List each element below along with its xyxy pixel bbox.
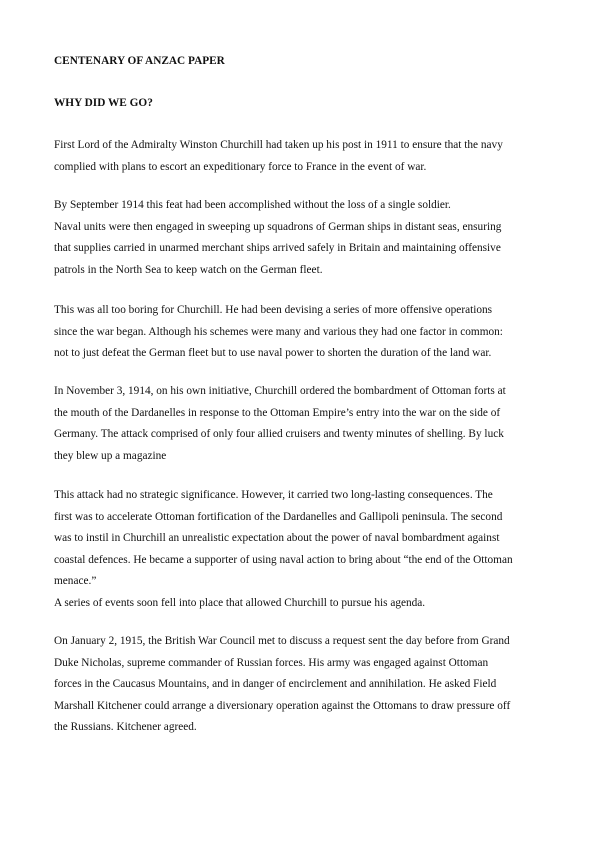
paragraph-line: since the war began. Although his schemes were many and various they had one factor in common: [54,325,503,338]
paragraph-line: menace.” [54,575,97,587]
paragraph-line: By September 1914 this feat had been accomplished without the loss of a single soldier. [54,199,451,211]
paragraph-line: Germany. The attack comprised of only four allied cruisers and twenty minutes of shelling. By luck [54,428,504,440]
paragraph-line: In November 3, 1914, on his own initiative, Churchill ordered the bombardment of Ottoman forts at [54,385,506,397]
paragraph-line: On January 2, 1915, the British War Council met to discuss a request sent the day before from Grand [54,635,510,647]
paragraph-admiralty [54,135,554,178]
paragraph-line: Duke Nicholas, supreme commander of Russian forces. His army was engaged against Ottoman [54,656,489,669]
paragraph-line: complied with plans to escort an expeditionary force to France in the event of war. [54,160,427,173]
paragraph-line: that supplies carried in unarmed merchant ships arrived safely in Britain and maintaining offensive [54,242,501,254]
paragraph-line: was to instil in Churchill an unrealistic expectation about the power of naval bombardment against [54,532,500,544]
paragraph-line: First Lord of the Admiralty Winston Churchill had taken up his post in 1911 to ensure that the navy [54,139,503,151]
document-title: CENTENARY OF ANZAC PAPER [54,55,225,67]
paragraph-line: Naval units were then engaged in sweeping up squadrons of German ships in distant seas, ensuring [54,220,502,233]
paragraph-strategic-significance [54,485,554,614]
paragraph-line: they blew up a magazine [54,449,167,462]
paragraph-line: patrols in the North Sea to keep watch on the German fleet. [54,263,323,276]
document-subtitle: WHY DID WE GO? [54,97,153,109]
paragraph-line: This attack had no strategic significance. However, it carried two long-lasting consequences. The [54,489,493,501]
paragraph-line: the Russians. Kitchener agreed. [54,721,197,733]
paragraph-line: first was to accelerate Ottoman fortification of the Dardanelles and Gallipoli peninsula. The second [54,510,503,523]
paragraph-line: not to just defeat the German fleet but to use naval power to shorten the duration of the land war. [54,347,492,359]
paragraph-line: A series of events soon fell into place that allowed Churchill to pursue his agenda. [54,596,426,609]
paragraph-line: the mouth of the Dardanelles in response to the Ottoman Empire’s entry into the war on the side of [54,406,501,419]
paragraph-line: coastal defences. He became a supporter of using naval action to bring about “the end of the Ottoman [54,553,513,566]
paragraph-war-council [54,631,554,739]
paragraph-line: This was all too boring for Churchill. He had been devising a series of more offensive operations [54,304,493,316]
paragraph-line: Marshall Kitchener could arrange a diversionary operation against the Ottomans to draw pressure off [54,699,511,712]
paragraph-boring-for-churchill [54,300,554,365]
paragraph-line: forces in the Caucasus Mountains, and in danger of encirclement and annihilation. He asked Field [54,678,497,690]
paragraph-september-1914 [54,195,554,281]
paragraph-november-1914 [54,381,554,467]
